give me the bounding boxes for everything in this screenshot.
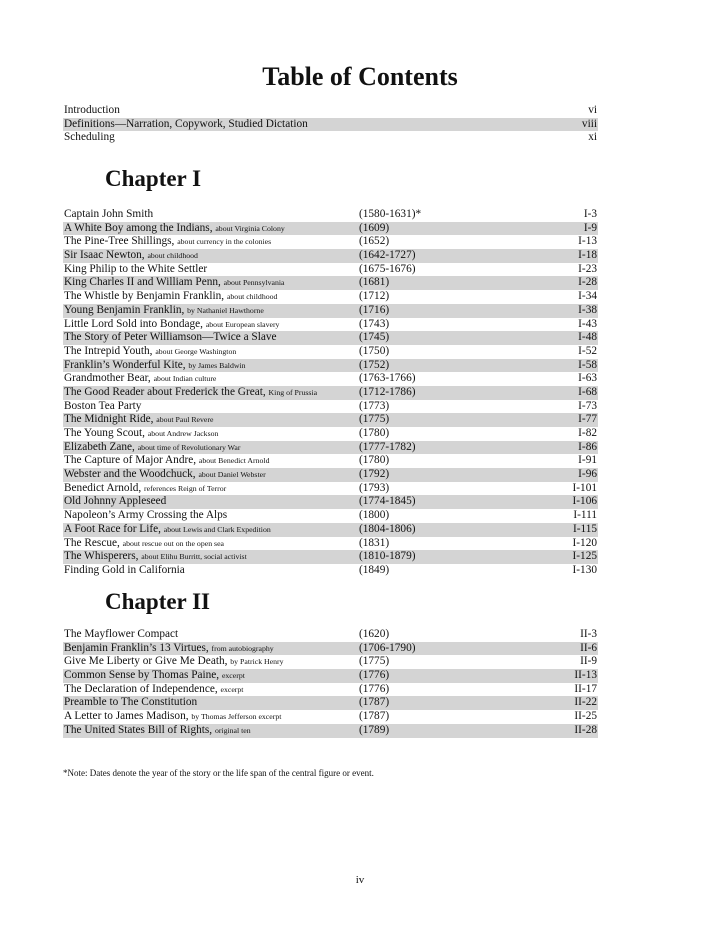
- entry-title-group: [64, 263, 207, 277]
- entry-title: Introduction: [64, 104, 120, 116]
- list-item: [63, 537, 598, 551]
- entry-title-group: [64, 276, 285, 290]
- entry-page: I-43: [578, 317, 597, 330]
- entry-title-group: [64, 523, 271, 537]
- entry-title: A Letter to James Madison,: [64, 710, 189, 723]
- entry-title: The Mayflower Compact: [64, 628, 179, 640]
- entry-title: Elizabeth Zane,: [64, 440, 135, 453]
- list-item: [63, 208, 598, 222]
- list-item: [63, 249, 598, 263]
- list-item: [63, 724, 598, 738]
- entry-page: II-25: [574, 710, 597, 723]
- entry-title-group: [64, 454, 270, 468]
- entry-title: The Young Scout,: [64, 427, 145, 439]
- list-item: [63, 304, 598, 318]
- entry-title-group: [64, 208, 153, 222]
- entry-date: (1774-1845): [359, 495, 416, 508]
- entry-title-group: [64, 550, 247, 564]
- entry-page: II-13: [574, 669, 597, 682]
- list-item: [63, 441, 598, 455]
- entry-date: (1793): [359, 481, 390, 494]
- list-item: [63, 628, 598, 642]
- entry-date: (1743): [359, 317, 390, 330]
- list-item: [63, 104, 598, 118]
- entry-page: viii: [581, 117, 597, 130]
- entry-title-group: [64, 683, 243, 697]
- entry-title: Boston Tea Party: [64, 399, 142, 412]
- front-matter-list: [63, 104, 598, 145]
- entry-note: by James Baldwin: [188, 360, 246, 370]
- entry-note: about Pennsylvania: [223, 278, 285, 288]
- entry-title: Young Benjamin Franklin,: [64, 303, 185, 316]
- entry-title-group: [64, 509, 227, 523]
- entry-page: II-3: [580, 628, 597, 640]
- list-item: [63, 235, 598, 249]
- list-item: [63, 468, 598, 482]
- entry-date: (1775): [359, 413, 390, 426]
- entry-page: I-130: [572, 563, 597, 576]
- list-item: [63, 642, 598, 656]
- entry-note: excerpt: [220, 684, 244, 694]
- entry-note: from autobiography: [211, 643, 274, 653]
- list-item: [63, 345, 598, 359]
- entry-title: Old Johnny Appleseed: [64, 495, 167, 508]
- entry-page: I-63: [578, 372, 597, 385]
- page-title: Table of Contents: [262, 62, 458, 91]
- entry-page: I-38: [578, 303, 597, 316]
- entry-date: (1800): [359, 509, 390, 522]
- chapter-1-heading: Chapter I: [105, 166, 202, 191]
- entry-page: I-18: [578, 249, 597, 262]
- list-item: [63, 509, 598, 523]
- entry-title-group: [64, 495, 166, 509]
- entry-title-group: [64, 537, 224, 551]
- entry-title-group: [64, 359, 246, 373]
- entry-title: Captain John Smith: [64, 208, 154, 220]
- entry-date: (1849): [359, 563, 390, 576]
- entry-date: (1763-1766): [359, 372, 416, 385]
- entry-note: by Nathaniel Hawthorne: [187, 305, 264, 315]
- entry-title-group: [64, 655, 284, 669]
- entry-date: (1789): [359, 723, 390, 736]
- entry-page: I-28: [578, 276, 597, 289]
- entry-title-group: [64, 628, 178, 642]
- entry-title-group: [64, 724, 251, 738]
- entry-note: about Virginia Colony: [215, 223, 285, 233]
- entry-page: xi: [588, 131, 597, 144]
- entry-note: by Patrick Henry: [230, 657, 284, 667]
- entry-note: about Daniel Webster: [198, 470, 266, 480]
- entry-note: original ten: [214, 725, 251, 735]
- entry-page: I-91: [578, 454, 597, 467]
- entry-title-group: [64, 696, 197, 710]
- entry-date: (1620): [359, 628, 390, 640]
- entry-date: (1777-1782): [359, 440, 416, 453]
- entry-title: The Declaration of Independence,: [64, 682, 218, 695]
- entry-date: (1792): [359, 468, 390, 481]
- entry-note: about Indian culture: [153, 374, 217, 384]
- entry-title: King Philip to the White Settler: [64, 262, 208, 275]
- list-item: [63, 710, 598, 724]
- entry-title-group: [64, 413, 213, 427]
- entry-note: about childhood: [226, 292, 278, 302]
- entry-page: II-22: [574, 696, 597, 709]
- entry-title-group: [64, 468, 266, 482]
- list-item: [63, 118, 598, 132]
- entry-page: I-9: [583, 221, 597, 234]
- entry-date: (1745): [359, 331, 390, 344]
- entry-title-group: [64, 564, 185, 578]
- entry-title: A Foot Race for Life,: [64, 522, 161, 535]
- entry-page: I-73: [578, 399, 597, 412]
- entry-title: Grandmother Bear,: [64, 372, 151, 385]
- list-item: [63, 359, 598, 373]
- entry-date: (1750): [359, 344, 390, 357]
- entry-title: The Midnight Ride,: [64, 413, 154, 426]
- list-item: [63, 331, 598, 345]
- entry-page: II-6: [580, 641, 597, 654]
- entry-note: about Andrew Jackson: [147, 429, 219, 438]
- entry-note: by Thomas Jefferson excerpt: [191, 712, 282, 722]
- entry-title: Definitions—Narration, Copywork, Studied Dictation: [64, 117, 308, 130]
- entry-page: I-23: [578, 262, 597, 275]
- footnote: *Note: Dates denote the year of the story or the life span of the central figure or event.: [63, 768, 374, 778]
- entry-date: (1776): [359, 682, 390, 695]
- entry-note: about childhood: [147, 251, 198, 261]
- entry-title: The Rescue,: [64, 536, 120, 549]
- entry-date: (1706-1790): [359, 641, 416, 654]
- entry-title: Benjamin Franklin’s 13 Virtues,: [64, 641, 209, 654]
- chapter-1-list: [63, 208, 598, 578]
- entry-title: Scheduling: [64, 131, 115, 144]
- entry-title-group: [64, 441, 240, 455]
- entry-page: II-17: [574, 682, 597, 695]
- entry-title: The Intrepid Youth,: [64, 344, 153, 357]
- entry-title-group: [64, 372, 216, 386]
- entry-title-group: [64, 710, 281, 724]
- entry-page: II-9: [580, 655, 597, 668]
- entry-note: about European slavery: [205, 319, 280, 329]
- entry-date: (1787): [359, 710, 390, 723]
- page-number: iv: [355, 874, 365, 886]
- entry-page: I-58: [578, 358, 597, 371]
- list-item: [63, 523, 598, 537]
- entry-title: The Story of Peter Williamson—Twice a Slave: [64, 331, 277, 344]
- entry-page: I-101: [572, 481, 597, 494]
- entry-date: (1780): [359, 427, 390, 439]
- entry-page: I-106: [572, 495, 597, 508]
- entry-date: (1787): [359, 696, 390, 709]
- entry-date: (1752): [359, 358, 390, 371]
- chapter-2-list: [63, 628, 598, 738]
- list-item: [63, 669, 598, 683]
- entry-page: I-125: [572, 550, 597, 563]
- list-item: [63, 655, 598, 669]
- entry-title: The United States Bill of Rights,: [64, 723, 213, 736]
- entry-title: The Whisperers,: [64, 550, 139, 563]
- list-item: [63, 696, 598, 710]
- entry-title-group: [64, 290, 277, 304]
- entry-note: excerpt: [221, 671, 245, 681]
- entry-title-group: [64, 249, 198, 263]
- entry-title-group: [64, 400, 141, 414]
- entry-page: I-77: [578, 413, 597, 426]
- entry-note: about Benedict Arnold: [198, 456, 270, 466]
- entry-title-group: [64, 669, 245, 683]
- entry-date: (1716): [359, 303, 390, 316]
- list-item: [63, 564, 598, 578]
- entry-date: (1776): [359, 669, 390, 682]
- entry-title: The Pine-Tree Shillings,: [64, 235, 175, 248]
- entry-date: (1652): [359, 235, 390, 248]
- entry-page: I-115: [572, 522, 597, 535]
- list-item: [63, 131, 598, 145]
- entry-date: (1712-1786): [359, 385, 416, 398]
- entry-title: Sir Isaac Newton,: [64, 249, 145, 262]
- list-item: [63, 454, 598, 468]
- entry-title-group: [64, 642, 274, 656]
- list-item: [63, 290, 598, 304]
- entry-date: (1804-1806): [359, 522, 416, 535]
- entry-date: (1773): [359, 399, 390, 412]
- list-item: [63, 550, 598, 564]
- entry-date: (1775): [359, 655, 390, 668]
- entry-title: King Charles II and William Penn,: [64, 276, 221, 289]
- entry-title-group: [64, 482, 226, 496]
- entry-page: I-34: [578, 290, 597, 303]
- entry-page: vi: [588, 104, 597, 116]
- entry-page: I-13: [578, 235, 597, 248]
- entry-page: I-48: [578, 331, 597, 344]
- entry-page: II-28: [574, 723, 597, 736]
- list-item: [63, 413, 598, 427]
- entry-title: Preamble to The Constitution: [64, 696, 198, 709]
- entry-title-group: [64, 427, 218, 441]
- entry-title-group: [64, 304, 264, 318]
- entry-title: Little Lord Sold into Bondage,: [64, 317, 203, 330]
- entry-title-group: [64, 222, 285, 236]
- entry-page: I-3: [583, 208, 597, 220]
- list-item: [63, 276, 598, 290]
- entry-title-group: [64, 318, 279, 332]
- entry-date: (1780): [359, 454, 390, 467]
- chapter-2-heading: Chapter II: [105, 589, 211, 614]
- entry-note: about rescue out on the open sea: [122, 538, 224, 548]
- entry-title: Webster and the Woodchuck,: [64, 468, 196, 481]
- list-item: [63, 318, 598, 332]
- entry-note: King of Prussia: [268, 387, 318, 397]
- entry-note: about time of Revolutionary War: [137, 442, 241, 452]
- list-item: [63, 482, 598, 496]
- entry-page: I-52: [578, 344, 597, 357]
- entry-date: (1712): [359, 290, 390, 303]
- list-item: [63, 386, 598, 400]
- entry-page: I-68: [578, 385, 597, 398]
- entry-title: Common Sense by Thomas Paine,: [64, 669, 220, 682]
- entry-date: (1831): [359, 536, 390, 549]
- entry-title: Benedict Arnold,: [64, 481, 142, 494]
- entry-page: I-120: [572, 536, 597, 549]
- list-item: [63, 683, 598, 697]
- entry-page: I-111: [573, 509, 597, 522]
- entry-note: references Reign of Terror: [144, 483, 227, 493]
- entry-date: (1642-1727): [359, 249, 416, 262]
- entry-title-group: [64, 345, 236, 359]
- entry-title: The Good Reader about Frederick the Great,: [64, 385, 266, 398]
- list-item: [63, 263, 598, 277]
- entry-page: I-96: [578, 468, 597, 481]
- entry-title-group: [64, 235, 271, 249]
- entry-date: (1675-1676): [359, 262, 416, 275]
- list-item: [63, 427, 598, 441]
- entry-title: Napoleon’s Army Crossing the Alps: [64, 509, 228, 522]
- list-item: [63, 372, 598, 386]
- entry-title: A White Boy among the Indians,: [64, 221, 213, 234]
- list-item: [63, 495, 598, 509]
- entry-page: I-82: [578, 427, 597, 439]
- entry-page: I-86: [578, 440, 597, 453]
- entry-note: about Paul Revere: [156, 415, 214, 425]
- entry-date: (1810-1879): [359, 550, 416, 563]
- entry-title: The Whistle by Benjamin Franklin,: [64, 290, 225, 303]
- entry-title-group: [64, 331, 277, 345]
- entry-date: (1580-1631)*: [359, 208, 422, 220]
- entry-date: (1681): [359, 276, 390, 289]
- entry-note: about Elihu Burritt, social activist: [141, 552, 247, 562]
- entry-title: The Capture of Major Andre,: [64, 454, 197, 467]
- entry-title: Give Me Liberty or Give Me Death,: [64, 655, 228, 668]
- entry-note: about currency in the colonies: [177, 237, 272, 247]
- entry-title-group: [64, 386, 317, 400]
- entry-note: about George Washington: [155, 346, 237, 356]
- entry-note: about Lewis and Clark Expedition: [163, 524, 271, 534]
- entry-title: Finding Gold in California: [64, 563, 185, 576]
- entry-date: (1609): [359, 221, 390, 234]
- list-item: [63, 222, 598, 236]
- list-item: [63, 400, 598, 414]
- entry-title: Franklin’s Wonderful Kite,: [64, 358, 186, 371]
